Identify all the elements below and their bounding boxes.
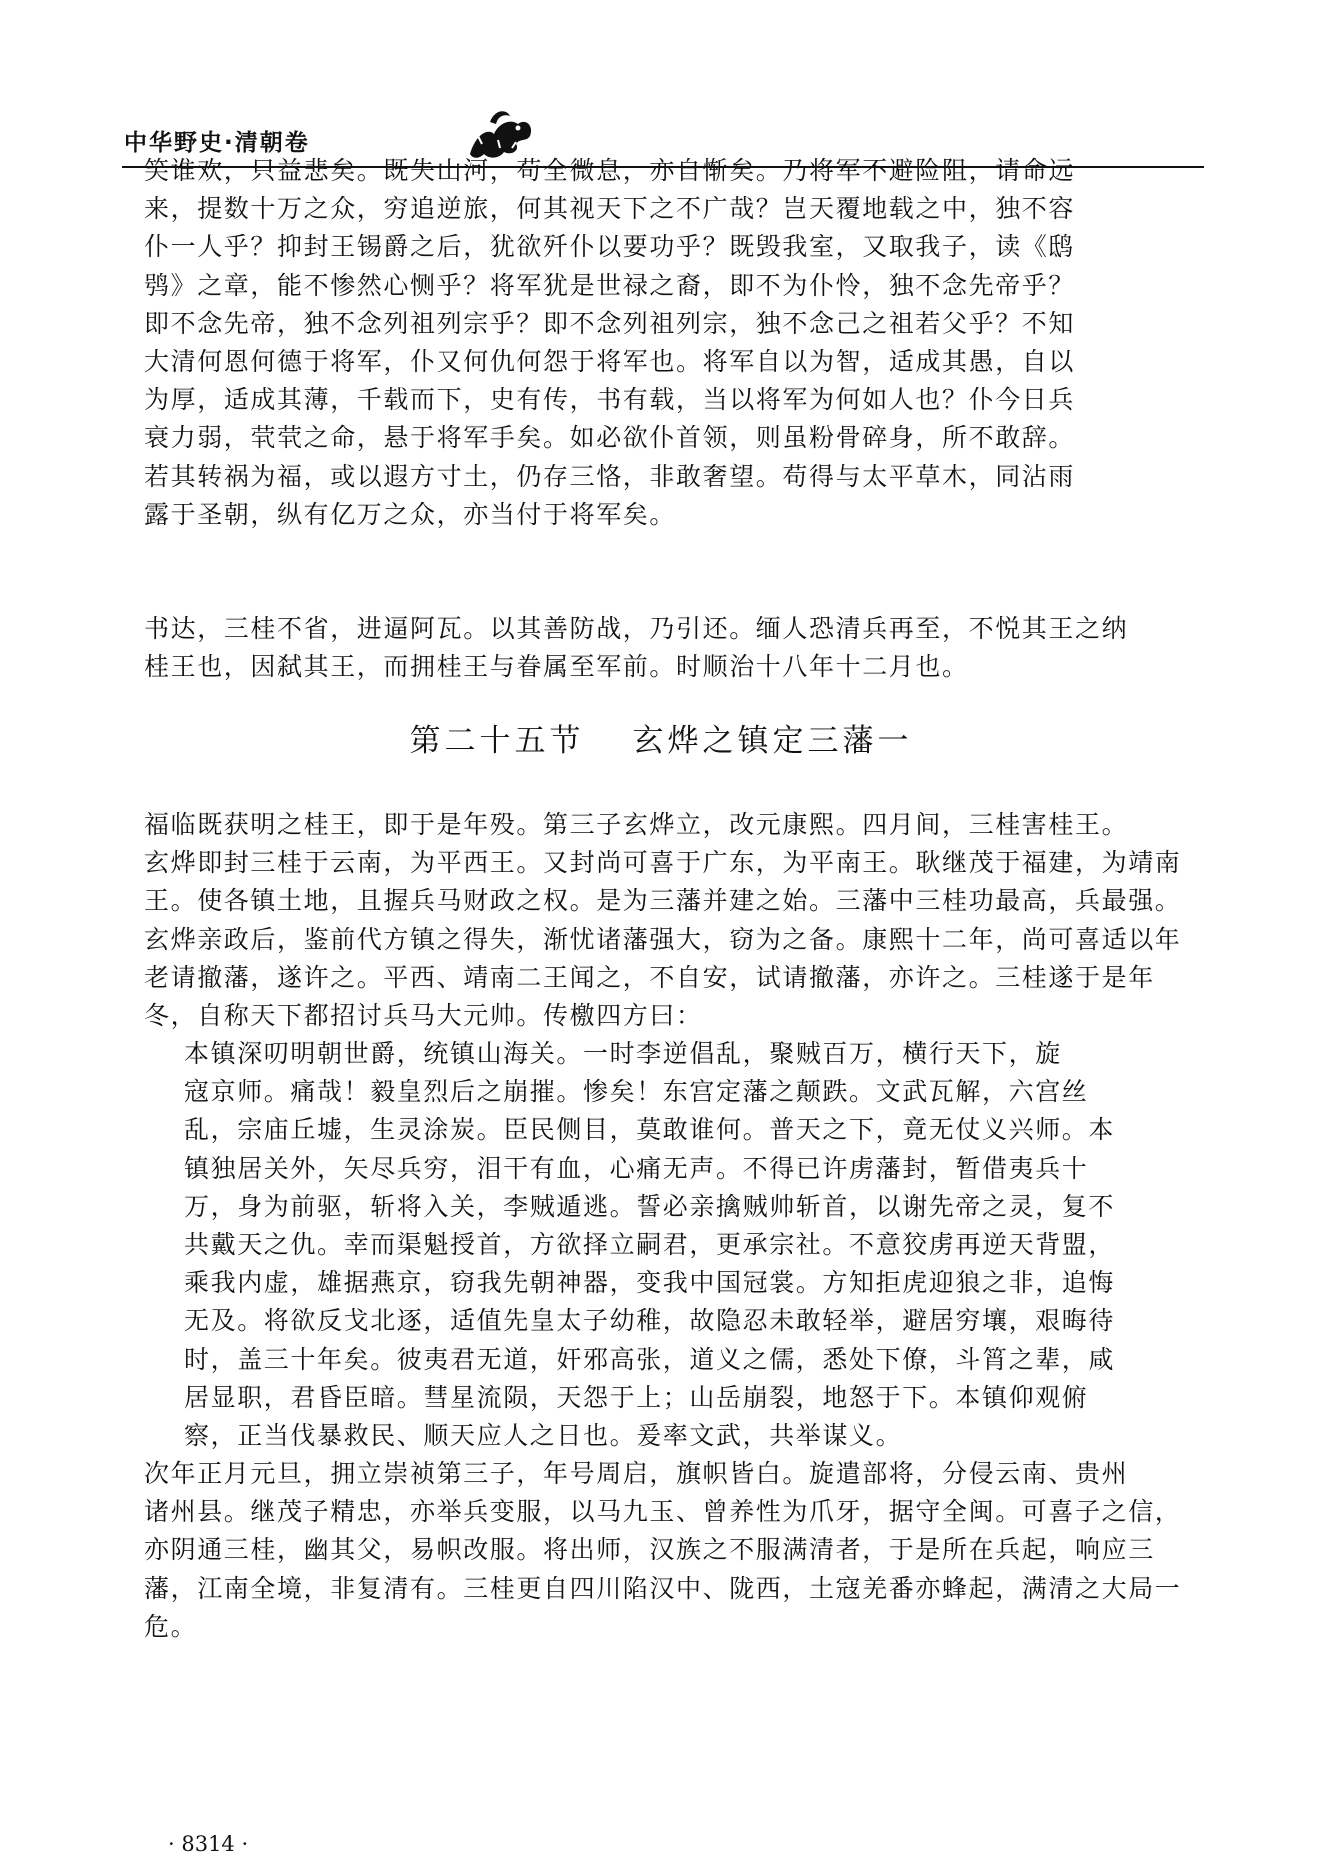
text-line: 露于圣朝，纵有亿万之众，亦当付于将军矣。 (144, 499, 677, 529)
paragraph-3 (144, 1455, 1181, 1646)
page-number: · 8314 · (168, 1832, 249, 1856)
text-line: 藩，江南全境，非复清有。三桂更自四川陷汉中、陇西，土寇羌番亦蜂起，满清之大局一 (144, 1573, 1182, 1603)
text-line: 诸州县。继茂子精忠，亦举兵变服，以马九玉、曾养性为爪牙，据守全闽。可喜子之信， (144, 1497, 1182, 1527)
text-line: 衰力弱，茕茕之命，悬于将军手矣。如必欲仆首领，则虽粉骨碎身，所不敢辞。 (144, 423, 1076, 453)
section-title: 玄烨之镇定三藩一 (632, 723, 913, 759)
text-line: 寇京师。痛哉！毅皇烈后之崩摧。惨矣！东宫定藩之颠跌。文武瓦解，六宫丝 (184, 1077, 1089, 1107)
text-line: 玄烨即封三桂于云南，为平西王。又封尚可喜于广东，为平南王。耿继茂于福建，为靖南 (144, 848, 1182, 878)
text-line: 共戴天之仇。幸而渠魁授首，方欲择立嗣君，更承宗社。不意狡虏再逆天背盟， (184, 1229, 1116, 1259)
text-line: 乘我内虚，雄据燕京，窃我先朝神器，变我中国冠裳。方知拒虎迎狼之非，追悔 (184, 1268, 1116, 1298)
text-line: 福临既获明之桂王，即于是年殁。第三子玄烨立，改元康熙。四月间，三桂害桂王。 (144, 810, 1129, 839)
text-line: 亦阴通三桂，幽其父，易帜改服。将出师，汉族之不服满清者，于是所在兵起，响应三 (144, 1535, 1155, 1565)
text-line: 若其转祸为福，或以遐方寸土，仍存三恪，非敢奢望。苟得与太平草木，同沾雨 (144, 461, 1076, 491)
text-line: 无及。将欲反戈北逐，适值先皇太子幼稚，故隐忍未敢轻举，避居穷壤，艰晦待 (184, 1306, 1116, 1336)
text-line: 笑谁欢，只益悲矣。既失山河，苟全微息，亦自惭矣。乃将军不避险阻，请命远 (144, 156, 1076, 185)
text-line: 王。使各镇土地，且握兵马财政之权。是为三藩并建之始。三藩中三桂功最高，兵最强。 (144, 886, 1182, 916)
section-number: 第二十五节 (409, 723, 585, 759)
text-line: 察，正当伐暴救民、顺天应人之日也。爰率文武，共举谋义。 (184, 1420, 903, 1450)
paragraph-1 (144, 610, 1128, 686)
text-line: 老请撤藩，遂许之。平西、靖南二王闻之，不自安，试请撤藩，亦许之。三桂遂于是年 (144, 962, 1155, 992)
proclamation-block (184, 1035, 1115, 1455)
text-line: 为厚，适成其薄，千载而下，史有传，书有载，当以将军为何如人也？仆今日兵 (144, 385, 1076, 415)
text-line: 危。 (144, 1611, 198, 1641)
text-line: 本镇深叨明朝世爵，统镇山海关。一时李逆倡乱，聚贼百万，横行天下，旋 (184, 1039, 1062, 1068)
text-line: 书达，三桂不省，进逼阿瓦。以其善防战，乃引还。缅人恐清兵再至，不悦其王之纳 (144, 614, 1129, 643)
text-line: 大清何恩何德于将军，仆又何仇何怨于将军也。将军自以为智，适成其愚，自以 (144, 346, 1076, 376)
text-line: 次年正月元旦，拥立崇祯第三子，年号周启，旗帜皆白。旋遣部将，分侵云南、贵州 (144, 1459, 1129, 1488)
text-line: 仆一人乎？抑封王锡爵之后，犹欲歼仆以要功乎？既毁我室，又取我子，读《鸱 (144, 232, 1076, 262)
text-line: 玄烨亲政后，鉴前代方镇之得失，渐忧诸藩强大，窃为之备。康熙十二年，尚可喜适以年 (144, 924, 1182, 954)
text-line: 时，盖三十年矣。彼夷君无道，奸邪高张，道义之儒，悉处下僚，斗筲之辈，咸 (184, 1344, 1116, 1374)
text-line: 即不念先帝，独不念列祖列宗乎？即不念列祖列宗，独不念己之祖若父乎？不知 (144, 308, 1076, 338)
text-line: 居显职，君昏臣暗。彗星流陨，天怨于上；山岳崩裂，地怒于下。本镇仰观俯 (184, 1382, 1089, 1412)
text-line: 桂王也，因弑其王，而拥桂王与眷属至军前。时顺治十八年十二月也。 (144, 652, 969, 682)
text-line: 镇独居关外，矢尽兵穷，泪干有血，心痛无声。不得已许虏藩封，暂借夷兵十 (184, 1153, 1089, 1183)
text-line: 来，提数十万之众，穷追逆旅，何其视天下之不广哉？岂天覆地载之中，独不容 (144, 194, 1076, 224)
text-line: 乱，宗庙丘墟，生灵涂炭。臣民侧目，莫敢谁何。普天之下，竟无仗义兴师。本 (184, 1115, 1116, 1145)
text-line: 鸮》之章，能不惨然心恻乎？将军犹是世禄之裔，即不为仆怜，独不念先帝乎？ (144, 270, 1076, 300)
paragraph-2 (144, 806, 1181, 1035)
letter-quote-block (144, 152, 1075, 534)
text-line: 冬，自称天下都招讨兵马大元帅。传檄四方曰： (144, 1000, 703, 1030)
running-head-title: 中华野史·清朝卷 (124, 130, 310, 156)
text-line: 万，身为前驱，斩将入关，李贼遁逃。誓必亲擒贼帅斩首，以谢先帝之灵，复不 (184, 1191, 1116, 1221)
section-heading (0, 715, 1322, 760)
